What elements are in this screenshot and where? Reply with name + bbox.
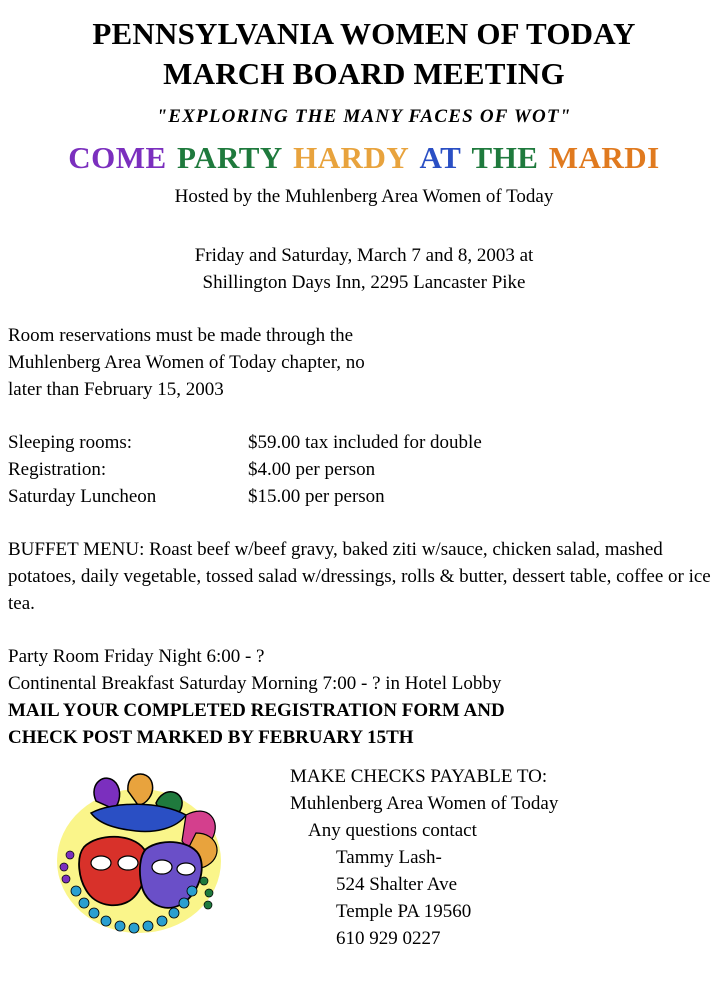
schedule-line-party-room: Party Room Friday Night 6:00 - ?: [8, 646, 265, 667]
contact-name-line: Tammy Lash-: [336, 847, 442, 868]
event-when-block: [0, 242, 728, 296]
price-label-sleeping-rooms: Sleeping rooms:: [8, 432, 133, 453]
mardi-gras-masks-illustration: [36, 763, 246, 963]
table-row: [8, 456, 482, 483]
headline-word-6: MARDI: [548, 140, 660, 175]
price-label-registration: Registration:: [8, 459, 107, 480]
price-value-saturday-luncheon: $15.00 per person: [248, 486, 385, 507]
headline-word-3: HARDY: [293, 140, 410, 175]
buffet-menu-paragraph: BUFFET MENU: Roast beef w/beef gravy, baked ziti w/sauce, chicken salad, mashed potatoes, daily vegetable, tossed salad w/dressings, rolls & butter, dessert table, coffee or ice tea.: [8, 539, 711, 614]
price-table: [8, 429, 482, 510]
page-title-line-2: MARCH BOARD MEETING: [163, 56, 565, 91]
contact-street-line: 524 Shalter Ave: [336, 874, 458, 895]
reservation-note: [8, 322, 728, 403]
schedule-line-breakfast: Continental Breakfast Saturday Morning 7:00 - ? in Hotel Lobby: [8, 673, 502, 694]
contact-questions-line: Any questions contact: [308, 820, 477, 841]
reservation-note-line-2: Muhlenberg Area Women of Today chapter, no: [8, 352, 365, 373]
table-row: [8, 429, 482, 456]
headline-word-5: THE: [471, 140, 539, 175]
contact-payee-line: Muhlenberg Area Women of Today: [290, 793, 559, 814]
table-row: [8, 483, 482, 510]
contact-city-state-zip-line: Temple PA 19560: [336, 901, 472, 922]
event-venue-line: Shillington Days Inn, 2295 Lancaster Pike: [202, 272, 526, 293]
contact-make-checks-line: MAKE CHECKS PAYABLE TO:: [290, 766, 548, 787]
color-headline: [0, 140, 728, 176]
reservation-note-line-1: Room reservations must be made through the: [8, 325, 354, 346]
headline-word-1: COME: [68, 140, 167, 175]
event-date-line: Friday and Saturday, March 7 and 8, 2003 at: [194, 245, 534, 266]
page-title-line-1: PENNSYLVANIA WOMEN OF TODAY: [92, 16, 636, 51]
hosted-by-line: Hosted by the Muhlenberg Area Women of Today: [174, 186, 554, 207]
contact-block: [290, 763, 558, 952]
mail-notice-line-2: CHECK POST MARKED BY FEBRUARY 15TH: [8, 727, 414, 748]
mail-notice-line-1: MAIL YOUR COMPLETED REGISTRATION FORM AND: [8, 700, 505, 721]
theme-quote: "EXPLORING THE MANY FACES OF WOT": [156, 106, 572, 127]
price-label-saturday-luncheon: Saturday Luncheon: [8, 486, 157, 507]
headline-word-4: AT: [419, 140, 462, 175]
reservation-note-line-3: later than February 15, 2003: [8, 379, 224, 400]
bottom-section: [0, 763, 728, 983]
contact-phone-line: 610 929 0227: [336, 928, 441, 949]
price-value-sleeping-rooms: $59.00 tax included for double: [248, 432, 482, 453]
schedule-block: [8, 643, 728, 751]
price-value-registration: $4.00 per person: [248, 459, 376, 480]
headline-word-2: PARTY: [176, 140, 283, 175]
title-block: [0, 0, 728, 94]
